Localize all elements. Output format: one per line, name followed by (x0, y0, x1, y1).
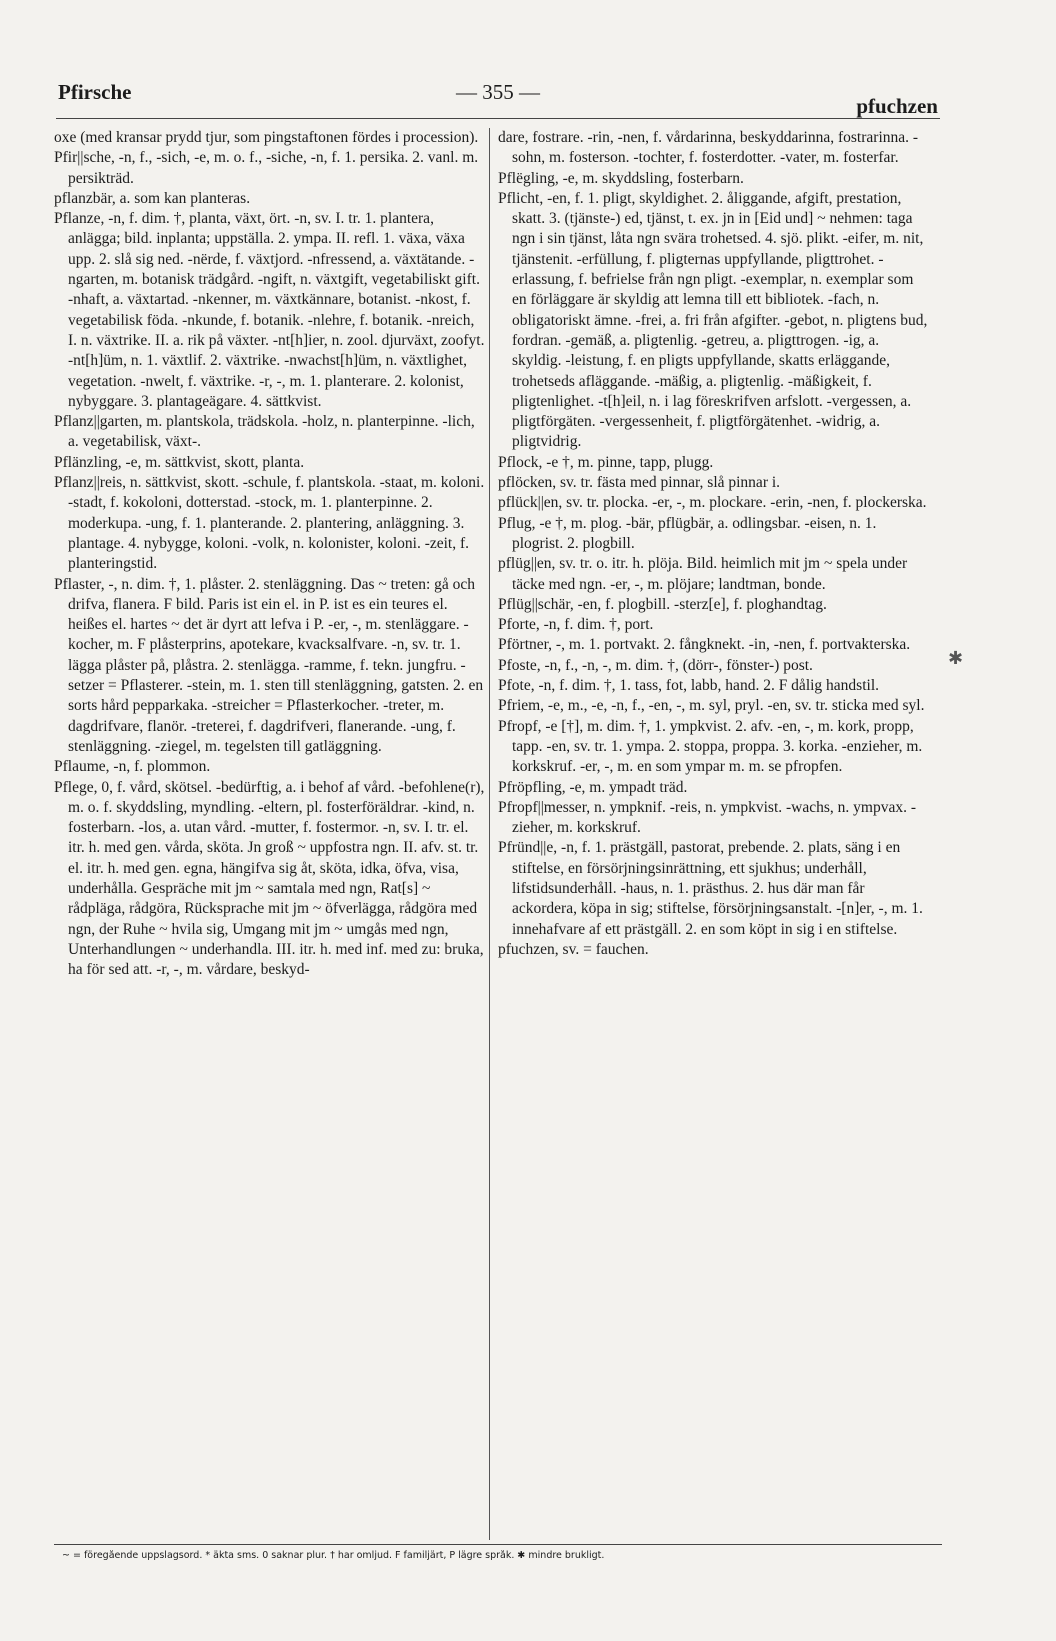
margin-asterisk-icon: ✱ (948, 648, 964, 668)
entry: Pfröpfling, -e, m. ympadt träd. (498, 778, 688, 796)
entry: Pflëgling, -e, m. skyddsling, fosterbarn. (498, 169, 744, 187)
entry: Pflanz||garten, m. plantskola, trädskola. -holz, n. planterpinne. -lich, a. vegetabilisk, växt-. (54, 413, 475, 451)
header-rule (56, 118, 940, 119)
entry: oxe (med kransar prydd tjur, som pingstaftonen fördes i procession). (54, 129, 479, 146)
entry: Pfir||sche, -n, f., -sich, -e, m. o. f., -siche, -n, f. 1. persika. 2. vanl. m. persikträd. (54, 149, 479, 187)
entry: Pfropf, -e [†], m. dim. †, 1. ympkvist. 2. afv. -en, -, m. kork, propp, tapp. -en, sv. tr. 1. ympa. 2. stoppa, proppa. 3. korka. -enzieher, m. korkskruf. -er, -, m. en som ympar m. m. se pfropfen. (498, 717, 923, 776)
entry: pfuchzen, sv. = fauchen. (498, 940, 649, 958)
entry: pflöcken, sv. tr. fästa med pinnar, slå pinnar i. (498, 474, 781, 492)
entry: Pflaume, -n, f. plommon. (54, 758, 211, 776)
entry: Pflicht, -en, f. 1. pligt, skyldighet. 2. åliggande, afgift, prestation, skatt. 3. (tjänste-) ed, tjänst, t. ex. jn in [Eid und] ~ nehmen: taga ngn i sin tjänst, låta ngn svära trohetsed. 4. sjö. plikt. -eifer, m. nit, tjänstenit. -erfüllung, f. pligternas uppfyllande, pligttrohet. -erlassung, f. befrielse från ngn pligt. -exemplar, n. exemplar som en förläggare är skyldig att lemna till ett bibliotek. -fach, n. obligatoriskt ämne. -frei, a. fri från afgifter. -gebot, n. pligtens bud, fordran. -gemäß, a. pligtenlig. -getreu, a. pligttrogen. -ig, a. skyldig. -leistung, f. en pligts uppfyllande, skatts erläggande, trohetseds afläggande. -mäßig, a. pligtenlig. -mäßigkeit, f. pligtenlighet. -t[h]eil, n. i lag föreskrifven arfslott. -vergessen, a. pligtförgäten. -vergessenheit, f. pligtförgätenhet. -widrig, a. pligtvidrig. (498, 189, 928, 451)
header-first-word: Pfirsche (58, 80, 132, 104)
entry: Pforte, -n, f. dim. †, port. (498, 616, 654, 634)
entry: Pfriem, -e, m., -e, -n, f., -en, -, m. syl, pryl. -en, sv. tr. sticka med syl. (498, 697, 925, 715)
entry: Pflaster, -, n. dim. †, 1. plåster. 2. stenläggning. Das ~ treten: gå och drifva, flanera. F bild. Paris ist ein el. in P. ist es ein teures el. heißes el. hartes ~ det är dyrt att lefva i P. -er, -, m. stenläggare. -kocher, m. F plåsterprins, apotekare, kvacksalfvare. -n, sv. tr. 1. lägga plåster på, plåstra. 2. stenlägga. -ramme, f. tekn. jungfru. -setzer = Pflasterer. -stein, m. 1. sten till stenläggning, gatsten. 2. en sorts hård pepparkaka. -streicher = Pflasterkocher. -treter, m. dagdrifvare, flanör. -treterei, f. dagdrifveri, flanerande. -ung, f. stenläggning. -ziegel, m. tegelsten till gatläggning. (54, 575, 484, 755)
left-column (54, 128, 486, 1540)
page-header (58, 72, 938, 118)
entry: pflanzbär, a. som kan planteras. (54, 189, 251, 207)
abbreviation-legend: ~ = föregående uppslagsord. * äkta sms. 0 saknar plur. † har omljud. F familjärt, P lägre språk. ✱ mindre brukligt. (62, 1550, 605, 1561)
page-number: — 355 — (456, 80, 540, 104)
entry: Pflege, 0, f. vård, skötsel. -bedürftig, a. i behof af vård. -befohlene(r), m. o. f. skyddsling, myndling. -eltern, pl. fosterföräldrar. -kind, n. fosterbarn. -los, a. utan vård. -mutter, f. fostermor. -n, sv. I. tr. el. itr. h. med gen. vårda, sköta. Jn groß ~ uppfostra ngn. II. afv. st. tr. el. itr. h. med gen. egna, hängifva sig åt, sköta, idka, öfva, visa, underhålla. Gespräche mit jm ~ samtala med ngn, Rat[s] ~ rådpläga, rådgöra, Rücksprache mit jm ~ öfverlägga, rådgöra med ngn, der Ruhe ~ hvila sig, Umgang mit jm ~ umgås med ngn, Unterhandlungen ~ underhandla. III. itr. h. med inf. med zu: bruka, ha för sed att. -r, -, m. vårdare, beskyd- (54, 778, 485, 979)
entry: pflüg||en, sv. tr. o. itr. h. plöja. Bild. heimlich mit jm ~ spela under täcke med ngn. -er, -, m. plöjare; landtman, bonde. (498, 555, 908, 593)
right-column (498, 128, 930, 1540)
entry: dare, fostrare. -rin, -nen, f. vårdarinna, beskyddarinna, fostrarinna. -sohn, m. fosterson. -tochter, f. fosterdotter. -vater, m. fosterfar. (498, 129, 919, 167)
entry: Pförtner, -, m. 1. portvakt. 2. fångknekt. -in, -nen, f. portvakterska. (498, 636, 911, 654)
header-last-word: pfuchzen (856, 94, 938, 118)
entry: pflück||en, sv. tr. plocka. -er, -, m. plockare. -erin, -nen, f. plockerska. (498, 494, 927, 512)
footer-rule (54, 1544, 942, 1545)
entry: Pflanze, -n, f. dim. †, planta, växt, ört. -n, sv. I. tr. 1. plantera, anlägga; bild. inplanta; uppställa. 2. ympa. II. refl. 1. växa, växa upp. 2. slå sig ned. -nërde, f. växtjord. -nfressend, a. växtätande. -ngarten, m. botanisk trädgård. -ngift, n. växtgift, vegetabiliskt gift. -nhaft, a. växtartad. -nkenner, m. växtkännare, botanist. -nkost, f. vegetabilisk föda. -nkunde, f. botanik. -nlehre, f. botanik. -nreich, I. n. växtrike. II. a. rik på växter. -nt[h]ier, n. zool. djurväxt, zoofyt. -nt[h]üm, n. 1. växtlif. 2. växtrike. -nwachst[h]üm, n. växtlighet, vegetation. -nwelt, f. växtrike. -r, -, m. 1. planterare. 2. kolonist, nybyggare. 3. plantageägare. 4. sättkvist. (54, 210, 485, 410)
entry: Pflug, -e †, m. plog. -bär, pflügbär, a. odlingsbar. -eisen, n. 1. plogrist. 2. plogbill. (498, 514, 877, 552)
entry: Pfropf||messer, n. ympknif. -reis, n. ympkvist. -wachs, n. ympvax. -zieher, m. korkskruf. (498, 798, 916, 837)
entry: Pfründ||e, -n, f. 1. prästgäll, pastorat, prebende. 2. plats, säng i en stiftelse, en försörjningsinrättning, ett sjukhus; underhåll, lifstidsunderhåll. -haus, n. 1. prästhus. 2. hus där man får ackordera, köpa in sig; stiftelse, försörjningsanstalt. -[n]er, -, m. 1. innehafvare af ett prästgäll. 2. en som köpt in sig i en stiftelse. (498, 839, 923, 938)
column-divider (489, 128, 490, 1540)
entry: Pfoste, -n, f., -n, -, m. dim. †, (dörr-, fönster-) post. (498, 656, 813, 674)
entry: Pflänzling, -e, m. sättkvist, skott, planta. (54, 453, 305, 471)
entry: Pfote, -n, f. dim. †, 1. tass, fot, labb, hand. 2. F dålig handstil. (498, 677, 880, 695)
entry: Pflock, -e †, m. pinne, tapp, plugg. (498, 453, 714, 471)
entry: Pflanz||reis, n. sättkvist, skott. -schule, f. plantskola. -staat, m. koloni. -stadt, f. kokoloni, dotterstad. -stock, m. 1. planterpinne. 2. moderkupa. -ung, f. 1. planterande. 2. plantering, anläggning. 3. plantage. 4. nybygge, koloni. -volk, n. kolonister, koloni. -zeit, f. planteringstid. (54, 474, 485, 573)
entry: Pflüg||schär, -en, f. plogbill. -sterz[e], f. ploghandtag. (498, 595, 827, 613)
